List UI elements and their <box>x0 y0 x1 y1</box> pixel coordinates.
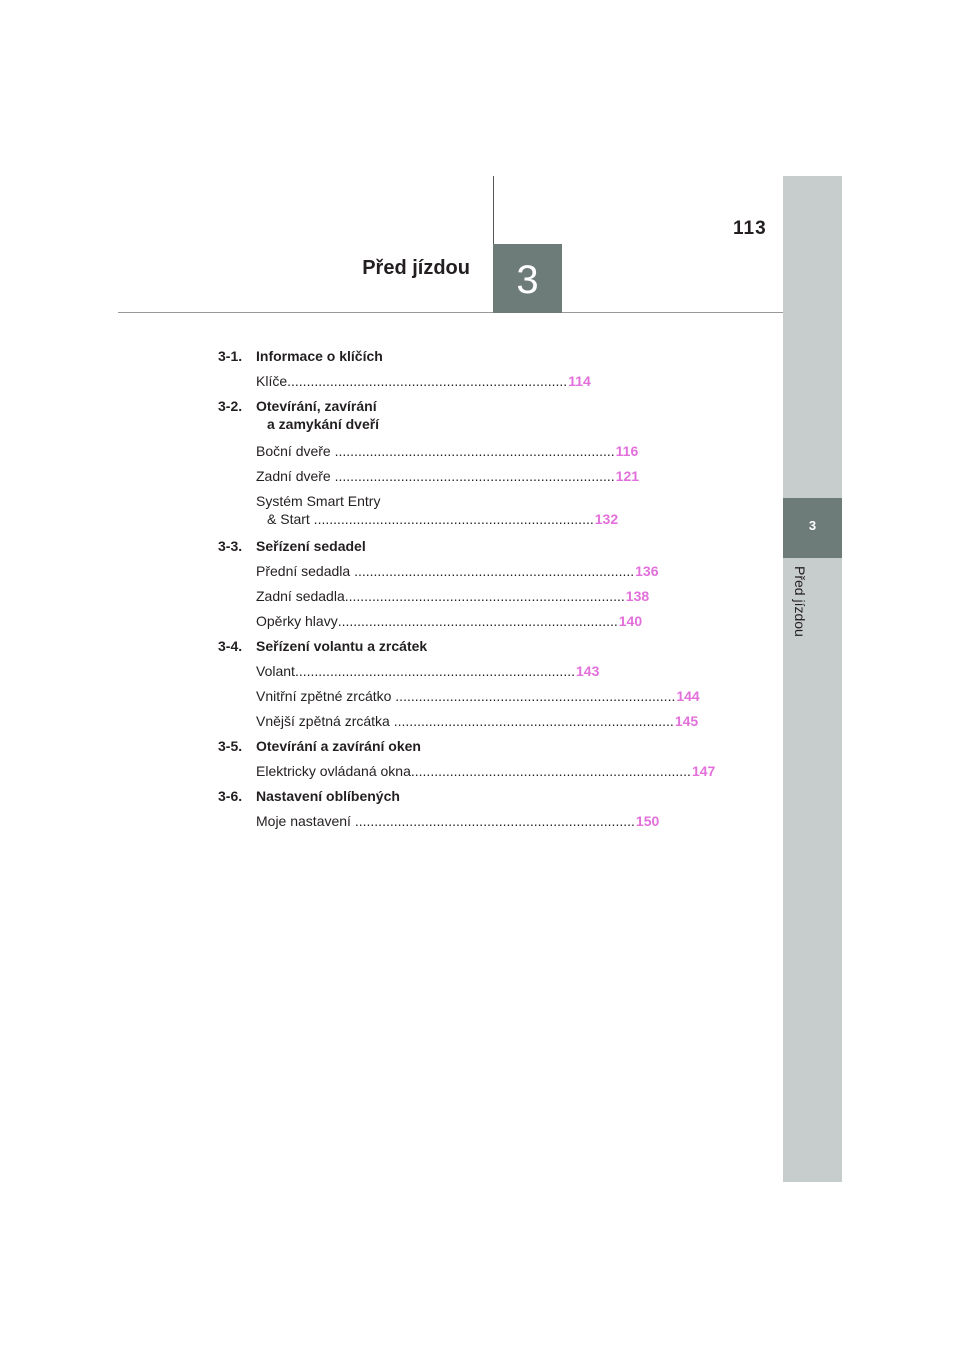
entry-page[interactable]: 147 <box>691 763 716 779</box>
toc-entry[interactable] <box>256 688 700 704</box>
entry-page[interactable]: 145 <box>674 713 699 729</box>
section-title: Otevírání a zavírání oken <box>256 738 421 754</box>
page-number: 113 <box>733 218 767 239</box>
entry-page[interactable]: 136 <box>635 563 659 579</box>
leader-dots: ........................................................................ <box>337 613 618 629</box>
leader-dots: ........................................................................ <box>410 763 691 779</box>
leader-dots: ........................................................................ <box>309 511 594 527</box>
header-vertical-rule <box>493 176 494 244</box>
toc-entry[interactable] <box>256 493 619 527</box>
section-title: Informace o klíčích <box>256 348 383 364</box>
leader-dots: ........................................................................ <box>350 813 635 829</box>
section-number: 3-5. <box>218 738 243 754</box>
leader-dots: ........................................................................ <box>391 688 676 704</box>
toc-entry[interactable] <box>256 443 639 459</box>
entry-text: Zadní dveře <box>256 468 331 484</box>
side-tab-number: 3 <box>808 518 817 533</box>
entry-text: Boční dveře <box>256 443 331 459</box>
leader-dots: ........................................................................ <box>287 373 568 389</box>
leader-dots: ........................................................................ <box>389 713 674 729</box>
section-title: Nastavení oblíbených <box>256 788 400 804</box>
entry-text: Opěrky hlavy <box>256 613 338 629</box>
entry-page[interactable]: 114 <box>568 373 591 389</box>
entry-text: Vnitřní zpětné zrcátko <box>256 688 392 704</box>
toc-entry[interactable] <box>256 373 591 389</box>
entry-page[interactable]: 150 <box>635 813 660 829</box>
leader-dots: ........................................................................ <box>330 443 615 459</box>
toc-entry[interactable] <box>256 713 699 729</box>
section-title <box>256 398 466 432</box>
section-number: 3-3. <box>218 538 243 554</box>
section-title: Seřízení volantu a zrcátek <box>256 638 428 654</box>
toc-entry[interactable] <box>256 588 650 604</box>
section-title-line2: a zamykání dveří <box>267 416 380 432</box>
leader-dots: ........................................................................ <box>344 588 625 604</box>
entry-page[interactable]: 132 <box>594 511 619 527</box>
leader-dots: ........................................................................ <box>350 563 635 579</box>
entry-text: Moje nastavení <box>256 813 351 829</box>
toc-entry[interactable] <box>256 813 660 829</box>
entry-text: Vnější zpětná zrcátka <box>256 713 390 729</box>
chapter-number-box: 3 <box>493 244 562 313</box>
entry-page[interactable]: 138 <box>625 588 650 604</box>
toc-entry[interactable] <box>256 763 716 779</box>
header-horizontal-rule <box>118 312 783 313</box>
toc-entry[interactable] <box>256 613 643 629</box>
entry-text: Elektricky ovládaná okna <box>256 763 411 779</box>
entry-page[interactable]: 144 <box>676 688 700 704</box>
section-number: 3-2. <box>218 398 243 414</box>
entry-text: Systém Smart Entry <box>256 493 381 509</box>
side-tab-bar <box>783 176 842 1182</box>
toc-entry[interactable] <box>256 563 659 579</box>
leader-dots: ........................................................................ <box>294 663 575 679</box>
entry-text-line2: & Start <box>267 511 310 527</box>
entry-page[interactable]: 121 <box>615 468 640 484</box>
section-number: 3-6. <box>218 788 243 804</box>
section-number: 3-4. <box>218 638 243 654</box>
entry-text: Volant <box>256 663 295 679</box>
toc-entry[interactable] <box>256 663 600 679</box>
chapter-title: Před jízdou <box>362 257 470 279</box>
toc-entry[interactable] <box>256 468 640 484</box>
section-title: Seřízení sedadel <box>256 538 366 554</box>
entry-text: Zadní sedadla <box>256 588 345 604</box>
leader-dots: ........................................................................ <box>330 468 615 484</box>
side-tab-label: Před jízdou <box>792 566 808 637</box>
entry-page[interactable]: 116 <box>615 443 639 459</box>
section-title-line1: Otevírání, zavírání <box>256 398 377 414</box>
entry-text: Klíče <box>256 373 288 389</box>
section-number: 3-1. <box>218 348 243 364</box>
entry-page[interactable]: 143 <box>576 663 600 679</box>
entry-text: Přední sedadla <box>256 563 351 579</box>
entry-page[interactable]: 140 <box>618 613 643 629</box>
